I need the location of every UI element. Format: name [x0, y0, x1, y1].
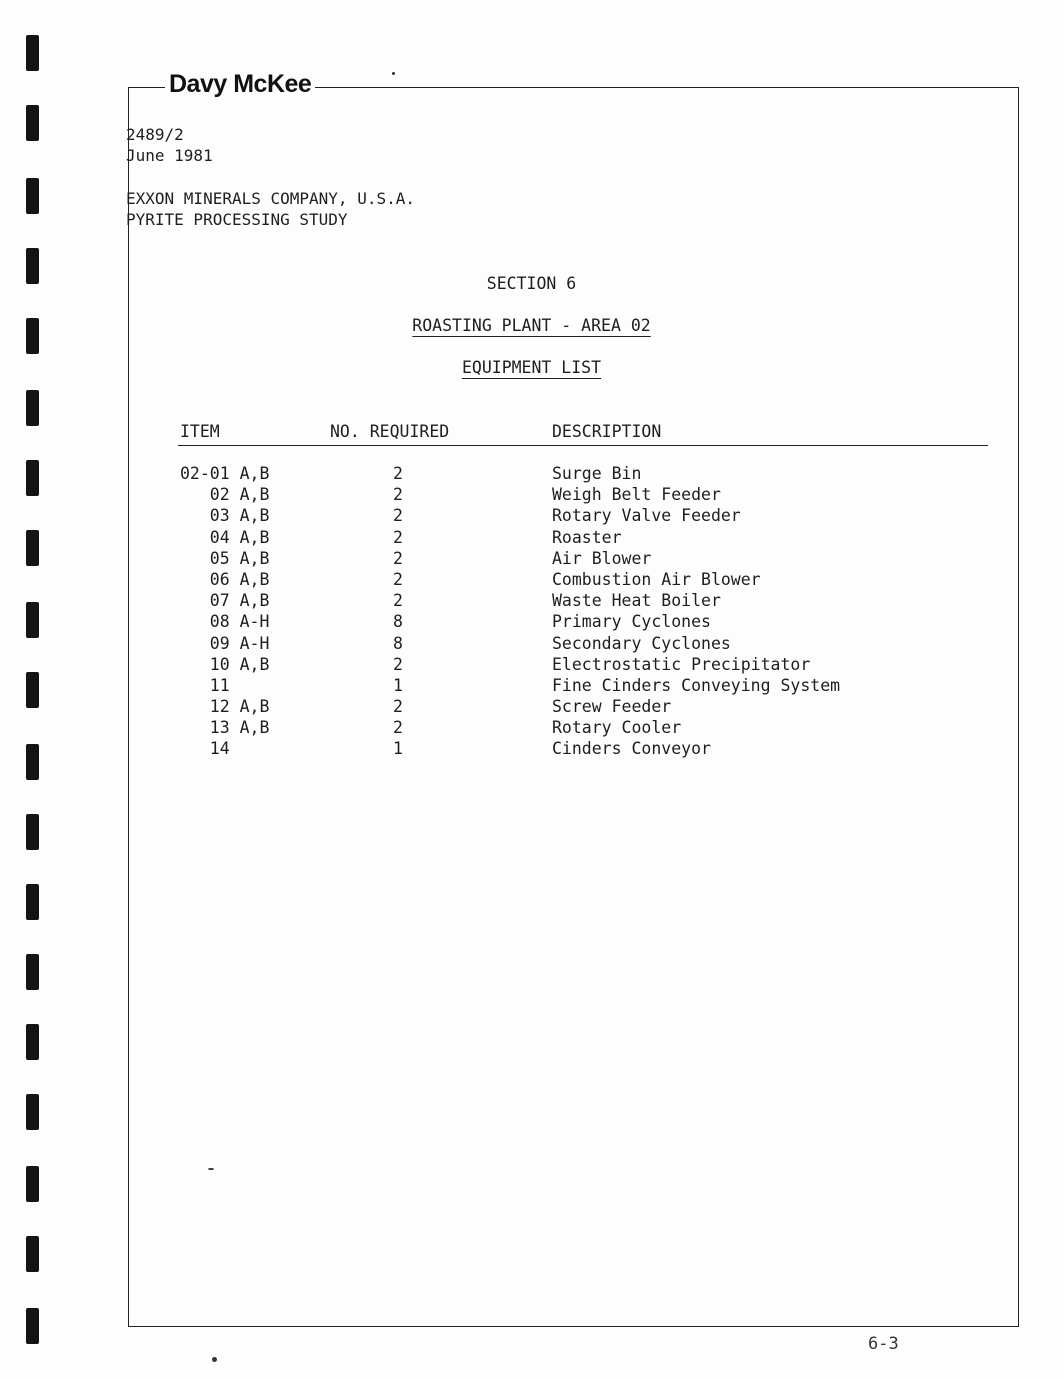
scan-speck	[392, 72, 395, 75]
table-row	[0, 697, 1063, 718]
item-cell: 06 A,B	[180, 569, 270, 589]
description-cell: Rotary Cooler	[552, 718, 682, 738]
punch-mark	[26, 1024, 39, 1060]
table-row	[0, 676, 1063, 697]
section-label: SECTION 6	[486, 274, 577, 293]
required-cell: 8	[393, 633, 403, 653]
punch-mark	[26, 1094, 39, 1130]
table-row	[0, 570, 1063, 591]
scan-speck	[212, 1357, 217, 1362]
description-cell: Combustion Air Blower	[552, 569, 761, 589]
doc-number: 2489/2	[126, 125, 184, 144]
company-logo: Davy McKee	[165, 70, 315, 99]
punch-mark	[26, 35, 39, 71]
table-row	[0, 591, 1063, 612]
item-cell: 04 A,B	[180, 527, 270, 547]
required-cell: 8	[393, 612, 403, 632]
description-cell: Weigh Belt Feeder	[552, 485, 721, 505]
description-cell: Screw Feeder	[552, 697, 672, 717]
punch-mark	[26, 105, 39, 141]
scan-speck	[208, 1168, 214, 1170]
item-cell: 12 A,B	[180, 697, 270, 717]
description-cell: Rotary Valve Feeder	[552, 506, 741, 526]
punch-mark	[26, 178, 39, 214]
table-row	[0, 528, 1063, 549]
punch-mark	[26, 1308, 39, 1344]
required-cell: 2	[393, 569, 403, 589]
item-cell: 02 A,B	[180, 485, 270, 505]
item-cell: 11	[180, 675, 230, 695]
required-cell: 1	[393, 739, 403, 759]
item-cell: 05 A,B	[180, 548, 270, 568]
punch-mark	[26, 1236, 39, 1272]
table-row	[0, 549, 1063, 570]
page-number: 6-3	[868, 1334, 899, 1354]
section-heading	[0, 274, 1063, 293]
item-cell: 08 A-H	[180, 612, 270, 632]
required-cell: 2	[393, 718, 403, 738]
required-cell: 2	[393, 548, 403, 568]
punch-mark	[26, 814, 39, 850]
required-cell: 2	[393, 697, 403, 717]
description-cell: Waste Heat Boiler	[552, 591, 721, 611]
required-cell: 2	[393, 591, 403, 611]
description-cell: Surge Bin	[552, 464, 642, 483]
equipment-list-title: EQUIPMENT LIST	[461, 358, 602, 377]
item-cell: 13 A,B	[180, 718, 270, 738]
description-cell: Roaster	[552, 527, 622, 547]
description-cell: Air Blower	[552, 548, 652, 568]
item-cell: 14	[180, 739, 230, 759]
punch-mark	[26, 1166, 39, 1202]
area-title: ROASTING PLANT - AREA 02	[412, 316, 651, 335]
description-cell: Cinders Conveyor	[552, 739, 711, 759]
table-row	[0, 612, 1063, 633]
table-row	[0, 739, 1063, 760]
punch-mark	[26, 884, 39, 920]
description-cell: Fine Cinders Conveying System	[552, 675, 841, 695]
required-cell: 2	[393, 527, 403, 547]
table-row	[0, 634, 1063, 655]
equipment-table-body	[0, 464, 1063, 761]
table-row	[0, 506, 1063, 527]
punch-mark	[26, 954, 39, 990]
list-heading	[0, 358, 1063, 377]
table-row	[0, 655, 1063, 676]
table-row	[0, 464, 1063, 485]
column-header-item: ITEM	[180, 422, 220, 441]
required-cell: 1	[393, 675, 403, 695]
item-cell: 09 A-H	[180, 633, 270, 653]
item-cell: 02-01 A,B	[180, 464, 270, 483]
description-cell: Primary Cyclones	[552, 612, 711, 632]
description-cell: Secondary Cyclones	[552, 633, 731, 653]
column-header-description: DESCRIPTION	[552, 422, 662, 441]
description-cell: Electrostatic Precipitator	[552, 654, 811, 674]
required-cell: 2	[393, 485, 403, 505]
frame-bottom-rule	[128, 1326, 1018, 1327]
doc-date: June 1981	[126, 146, 213, 165]
item-cell: 10 A,B	[180, 654, 270, 674]
table-row	[0, 718, 1063, 739]
required-cell: 2	[393, 506, 403, 526]
required-cell: 2	[393, 464, 403, 483]
header-rule	[178, 445, 988, 446]
column-header-required: NO. REQUIRED	[330, 422, 450, 441]
client-name: EXXON MINERALS COMPANY, U.S.A.	[126, 189, 415, 208]
required-cell: 2	[393, 654, 403, 674]
punch-mark	[26, 390, 39, 426]
study-name: PYRITE PROCESSING STUDY	[126, 210, 348, 229]
area-heading	[0, 316, 1063, 335]
table-row	[0, 485, 1063, 506]
item-cell: 03 A,B	[180, 506, 270, 526]
item-cell: 07 A,B	[180, 591, 270, 611]
